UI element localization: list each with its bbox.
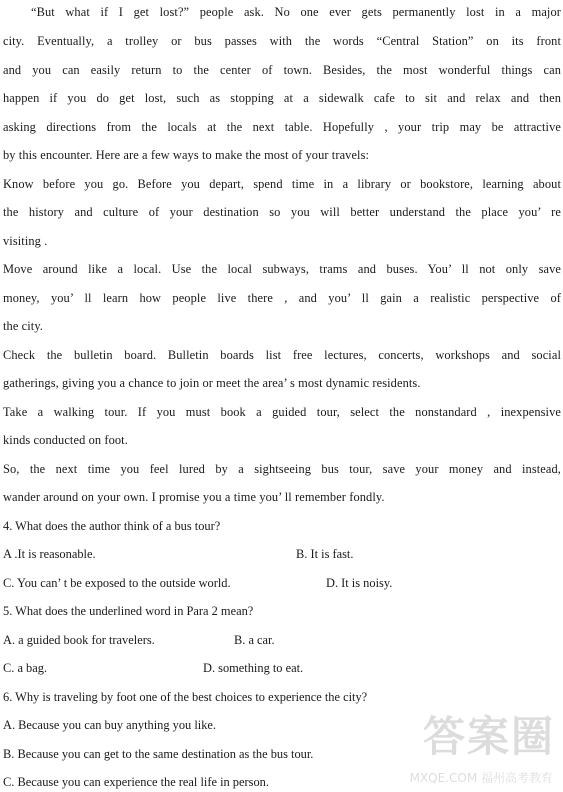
answer-option: B. It is fast. xyxy=(296,547,354,561)
passage-line: “But what if I get lost?” people ask. No one ever gets permanently lost in a major xyxy=(31,5,561,19)
watermark-logo xyxy=(395,704,555,786)
passage-line: by this encounter. Here are a few ways to make the most of your travels: xyxy=(3,148,370,162)
passage-line: money, you’ ll learn how people live there , and you’ ll gain a realistic perspective of xyxy=(3,291,561,305)
passage-line: Check the bulletin board. Bulletin boards list free lectures, concerts, workshops and social xyxy=(3,348,561,362)
passage-line: happen if you do get lost, such as stopping at a sidewalk cafe to sit and relax and then xyxy=(3,91,561,105)
passage-line: Know before you go. Before you depart, spend time in a library or bookstore, learning about xyxy=(3,177,561,191)
passage-line: Take a walking tour. If you must book a guided tour, select the nonstandard , inexpensive xyxy=(3,405,561,419)
watermark-title: 答案圈 xyxy=(422,712,555,761)
answer-option: D. It is noisy. xyxy=(326,576,393,590)
passage-line: asking directions from the locals at the next table. Hopefully , your trip may be attractive xyxy=(3,120,561,134)
answer-option: A. a guided book for travelers. xyxy=(3,633,155,647)
answer-option: A. Because you can buy anything you like. xyxy=(3,718,217,732)
passage-line: the history and culture of your destination so you will better understand the place you’ re xyxy=(3,205,561,219)
answer-option: A .It is reasonable. xyxy=(3,547,96,561)
passage-line: Move around like a local. Use the local subways, trams and buses. You’ ll not only save xyxy=(3,262,561,276)
question-stem: 4. What does the author think of a bus tour? xyxy=(3,519,221,533)
passage-line: So, the next time you feel lured by a sightseeing bus tour, save your money and instead, xyxy=(3,462,561,476)
passage-line: and you can easily return to the center of town. Besides, the most wonderful things can xyxy=(3,63,561,77)
question-stem: 5. What does the underlined word in Para 2 mean? xyxy=(3,604,254,618)
passage-line: visiting . xyxy=(3,234,48,248)
answer-option: B. Because you can get to the same destination as the bus tour. xyxy=(3,747,314,761)
answer-option: D. something to eat. xyxy=(203,661,304,675)
answer-option: B. a car. xyxy=(234,633,275,647)
passage-line: wander around on your own. I promise you a time you’ ll remember fondly. xyxy=(3,490,385,504)
passage-line: kinds conducted on foot. xyxy=(3,433,128,447)
answer-option: C. You can’ t be exposed to the outside world. xyxy=(3,576,231,590)
watermark-caption: MXQE.COM 福州高考教育 xyxy=(409,771,553,785)
passage-line: gatherings, giving you a chance to join or meet the area’ s most dynamic residents. xyxy=(3,376,421,390)
answer-option: C. a bag. xyxy=(3,661,48,675)
passage-line: the city. xyxy=(3,319,44,333)
question-stem: 6. Why is traveling by foot one of the best choices to experience the city? xyxy=(3,690,368,704)
answer-option: C. Because you can experience the real life in person. xyxy=(3,775,269,789)
passage-line: city. Eventually, a trolley or bus passes with the words “Central Station” on its front xyxy=(3,34,561,48)
